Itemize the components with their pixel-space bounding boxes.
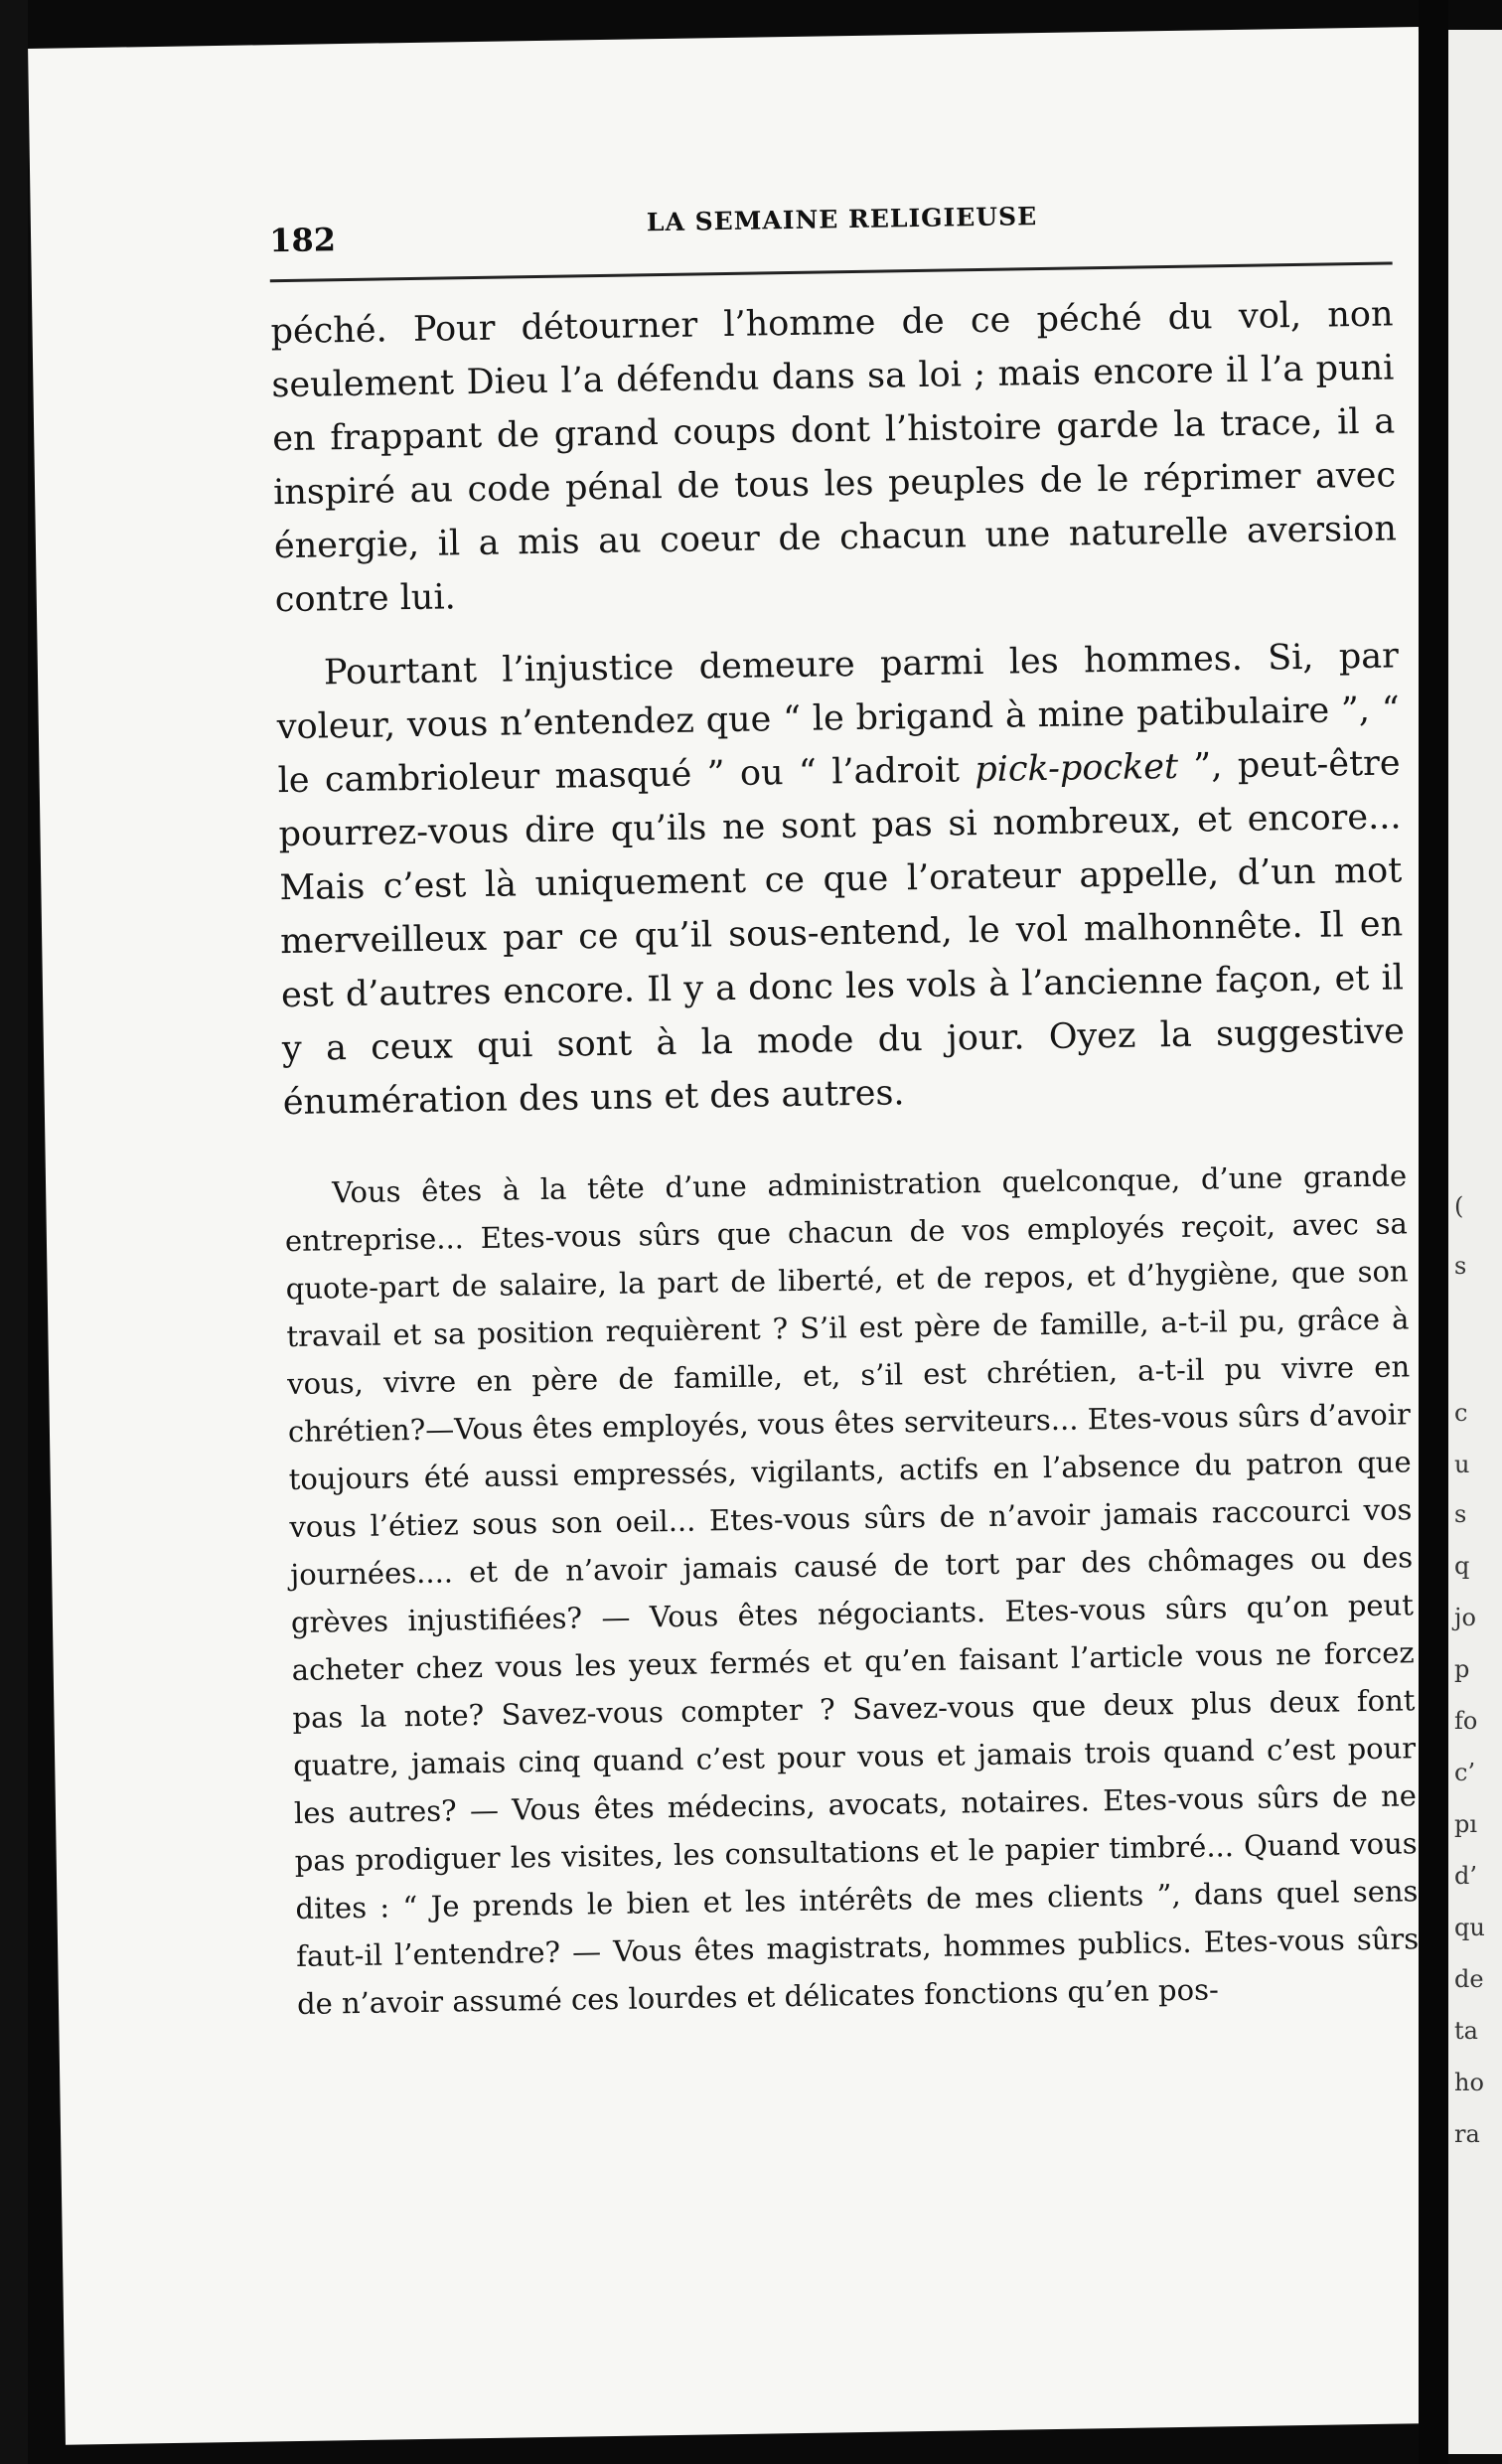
- paragraph-2-end: ”, peut-être pourrez-vous dire qu’ils ne sont pas si nombreux, et encore... Mais c’est là uniquement ce que l’orateur appelle, d’un mot merveilleux par ce qu’il sous-entend, le vol malhonnête. Il en est d’autres encore. Il y a donc les vols à l’ancienne façon, et il y a ceux qui sont à la mode du jour. Oyez la suggestive énumération des uns et des autres.: [278, 743, 1406, 1124]
- next-page-edge: [1448, 30, 1502, 2454]
- next-page-fragment: ra: [1454, 2120, 1480, 2148]
- header-rule: [270, 261, 1393, 282]
- next-page-fragment: u: [1454, 1451, 1470, 1478]
- paragraph-2-start: Pourtant l’injustice demeure parmi les hommes. Si, par voleur, vous n’entendez que “ le brigand à mine patibulaire ”, “ le cambrioleur masqué ” ou “ l’adroit: [276, 636, 1401, 802]
- next-page-fragment: (: [1454, 1192, 1464, 1220]
- paragraph-2: [276, 629, 1406, 1130]
- next-page-fragment: jo: [1454, 1604, 1476, 1631]
- next-page-fragment: c’: [1454, 1759, 1476, 1786]
- paragraph-1: péché. Pour détourner l’homme de ce péché du vol, non seulement Dieu l’a défendu dans sa loi ; mais encore il l’a puni en frappant de grand coups dont l’histoire garde la trace, il a inspiré au code pénal de tous les peuples de le réprimer avec énergie, il a mis au coeur de chacun une naturelle aversion contre lui.: [270, 294, 1398, 621]
- paragraph-3-quotation: Vous êtes à la tête d’une administration quelconque, d’une grande entreprise... Etes-vous sûrs que chacun de vos employés reçoit, avec sa quote-part de salaire, la part de liberté, et de repos, et d’hygiène, que son travail et sa position requièrent ? S’il est père de famille, a-t-il pu, grâce à vous, vivre en père de famille, et, s’il est chrétien, a-t-il pu vivre en chrétien?—Vous êtes employés, vous êtes serviteurs... Etes-vous sûrs d’avoir toujours été aussi empressés, vigilants, actifs en l’absence du patron que vous l’étiez sous son oeil... Etes-vous sûrs de n’avoir jamais raccourci vos journées.... et de n’avoir jamais causé de tort par des chômages ou des grèves injustifiées? — Vous êtes négociants. Etes-vous sûrs qu’on peut acheter chez vous les yeux fermés et qu’en faisant l’article vous ne forcez pas la note? Savez-vous compter ? Savez-vous que deux plus deux font quatre, jamais cinq quand c’est pour vous et jamais trois quand c’est pour les autres? — Vous êtes médecins, avocats, notaires. Etes-vous sûrs de ne pas prodiguer les visites, les consultations et le papier timbré... Quand vous dites : “ Je prends le bien et les intérêts de mes clients ”, dans quel sens faut-il l’entendre? — Vous êtes magistrats, hommes publics. Etes-vous sûrs de n’avoir assumé ces lourdes et délicates fonctions qu’en pos-: [284, 1158, 1420, 2021]
- next-page-fragment: c: [1454, 1399, 1468, 1427]
- next-page-fragment: ta: [1454, 2017, 1478, 2045]
- scan-border: [0, 0, 28, 2464]
- next-page-fragment: ho: [1454, 2069, 1484, 2096]
- running-title: LA SEMAINE RELIGIEUSE: [646, 202, 1038, 237]
- next-page-fragment: p: [1454, 1655, 1470, 1683]
- page-number: 182: [268, 221, 337, 260]
- book-gutter: [1419, 0, 1448, 2464]
- next-page-fragment: q: [1454, 1552, 1470, 1580]
- next-page-fragment: de: [1454, 1965, 1484, 1993]
- next-page-fragment: d’: [1454, 1862, 1477, 1890]
- page-header: [268, 166, 1392, 260]
- book-page: [28, 27, 1456, 2445]
- next-page-fragment: qu: [1454, 1914, 1485, 1941]
- next-page-fragment: s: [1454, 1252, 1467, 1280]
- paragraph-2-emphasis: pick-pocket: [974, 746, 1179, 791]
- next-page-fragment: s: [1454, 1500, 1467, 1528]
- next-page-fragment: pı: [1454, 1810, 1478, 1838]
- page-body: [270, 287, 1420, 2028]
- next-page-fragment: fo: [1454, 1707, 1478, 1735]
